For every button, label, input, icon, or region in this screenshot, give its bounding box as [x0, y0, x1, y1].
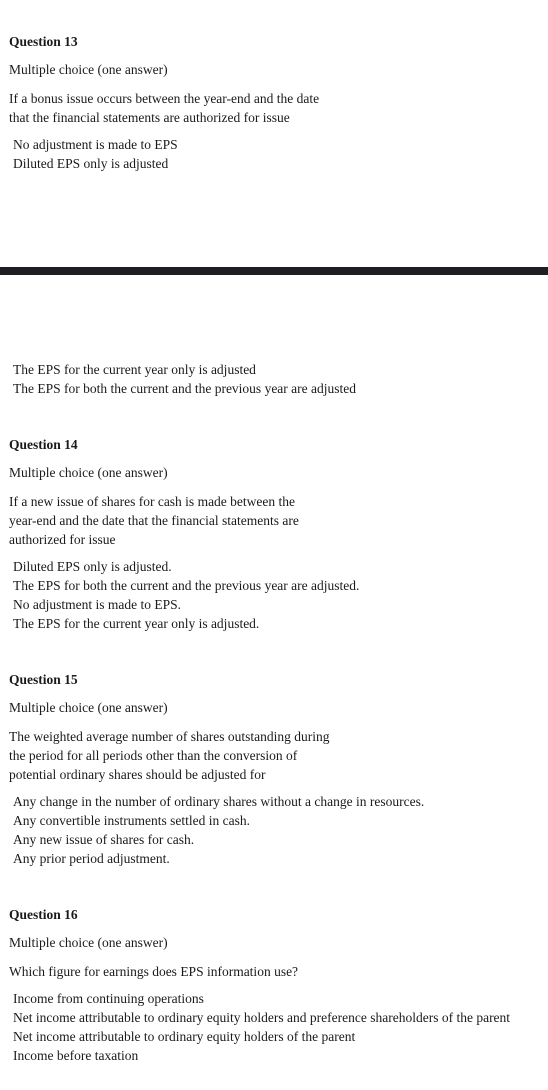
- page-divider: [0, 267, 548, 275]
- answer-option[interactable]: Diluted EPS only is adjusted.: [13, 559, 172, 574]
- question-type: Multiple choice (one answer): [9, 465, 168, 480]
- answer-option[interactable]: No adjustment is made to EPS: [13, 137, 178, 152]
- question-16: [9, 906, 544, 1065]
- question-text: The weighted average number of shares outstanding during the period for all periods other than the conversion of potential ordinary shares should be adjusted for: [9, 729, 330, 782]
- question-14: [9, 436, 544, 633]
- question-type: Multiple choice (one answer): [9, 935, 168, 950]
- answer-options: [13, 557, 544, 633]
- question-title: Question 15: [9, 672, 78, 687]
- question-text: If a new issue of shares for cash is made between the year-end and the date that the financial statements are authorized for issue: [9, 494, 299, 547]
- question-title: Question 14: [9, 437, 78, 452]
- answer-option[interactable]: Diluted EPS only is adjusted: [13, 156, 169, 171]
- answer-option[interactable]: Any convertible instruments settled in cash.: [13, 813, 250, 828]
- question-title: Question 13: [9, 34, 78, 49]
- question-text: If a bonus issue occurs between the year-end and the date that the financial statements are authorized for issue: [9, 91, 320, 125]
- question-text: Which figure for earnings does EPS information use?: [9, 964, 299, 979]
- question-title: Question 16: [9, 907, 78, 922]
- answer-option[interactable]: Any change in the number of ordinary shares without a change in resources.: [13, 794, 425, 809]
- answer-options: [13, 792, 544, 868]
- question-type: Multiple choice (one answer): [9, 700, 168, 715]
- answer-option[interactable]: The EPS for the current year only is adjusted.: [13, 616, 260, 631]
- answer-option[interactable]: Net income attributable to ordinary equity holders of the parent: [13, 1029, 356, 1044]
- answer-option[interactable]: Income before taxation: [13, 1048, 139, 1063]
- question-13: [9, 33, 544, 173]
- answer-options-continued: [13, 360, 356, 398]
- answer-option[interactable]: The EPS for both the current and the previous year are adjusted.: [13, 578, 360, 593]
- answer-option[interactable]: Net income attributable to ordinary equity holders and preference shareholders of the parent: [13, 1010, 511, 1025]
- answer-options: [13, 989, 544, 1065]
- answer-options: [13, 135, 544, 173]
- answer-option[interactable]: Any prior period adjustment.: [13, 851, 170, 866]
- answer-option[interactable]: Income from continuing operations: [13, 991, 204, 1006]
- question-15: [9, 671, 544, 868]
- question-type: Multiple choice (one answer): [9, 62, 168, 77]
- answer-option[interactable]: The EPS for both the current and the previous year are adjusted: [13, 381, 357, 396]
- answer-option[interactable]: The EPS for the current year only is adjusted: [13, 362, 256, 377]
- answer-option[interactable]: No adjustment is made to EPS.: [13, 597, 181, 612]
- answer-option[interactable]: Any new issue of shares for cash.: [13, 832, 195, 847]
